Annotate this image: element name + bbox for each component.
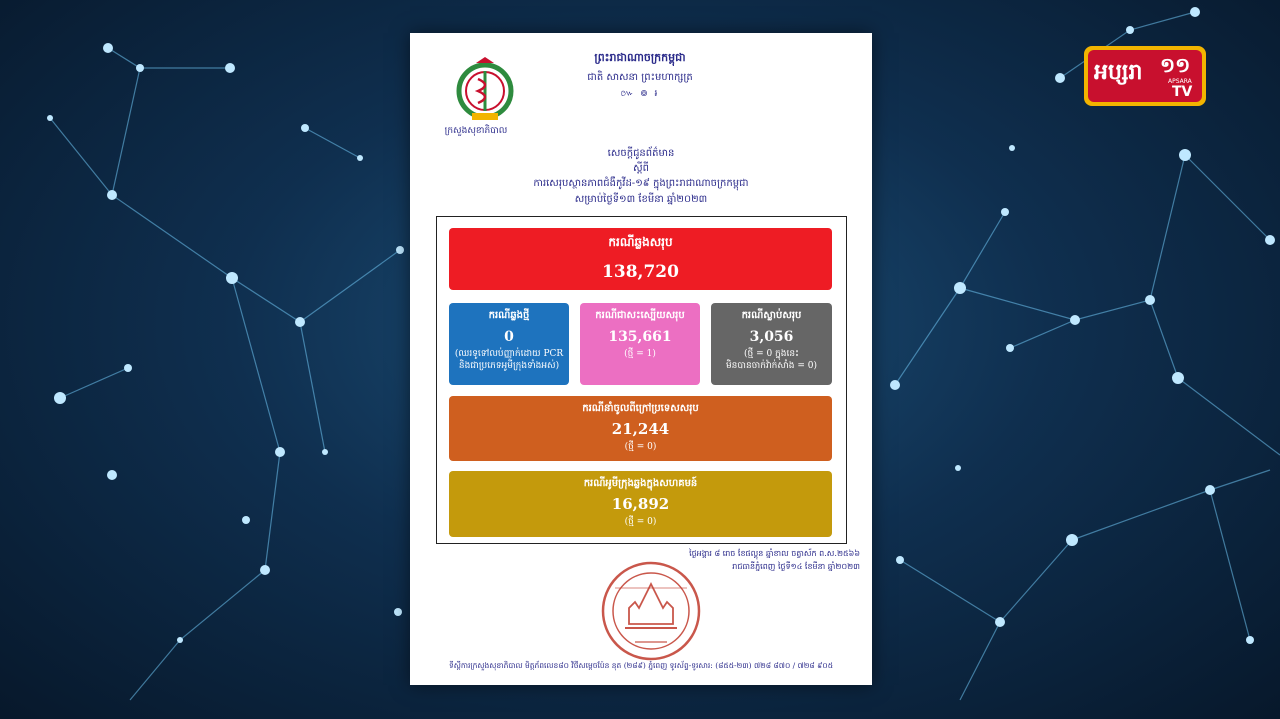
local-omicron-value: 16,892	[611, 495, 670, 513]
official-seal-icon	[595, 558, 707, 664]
release-subtitle: ស្តីពី	[633, 163, 649, 174]
kingdom-title: ព្រះរាជាណាចក្រកម្ពុជា	[594, 51, 686, 64]
deaths-note-1: (ថ្មី = 0 ក្នុងនេះ	[743, 349, 800, 359]
local-omicron-box	[449, 471, 832, 537]
total-cases-value: 138,720	[602, 262, 679, 282]
deaths-value: 3,056	[749, 329, 794, 345]
ministry-of-health-emblem-icon	[454, 57, 516, 123]
new-cases-label: ករណីឆ្លងថ្មី	[488, 310, 530, 321]
imported-cases-value: 21,244	[611, 420, 670, 438]
channel-sub: APSARA	[1168, 78, 1192, 85]
new-cases-note-1: (ឈរទូទៅលប់ញ្ញាក់ដោយ PCR	[454, 349, 564, 359]
apsara-tv-logo	[1084, 46, 1206, 106]
imported-cases-box	[449, 396, 832, 461]
channel-name: អប្សរា	[1094, 60, 1143, 85]
new-cases-value: 0	[504, 329, 514, 345]
lunar-date: ថ្ងៃអង្គារ ៨ រោច ខែផល្គុន ឆ្នាំខាល ចត្វាស័ក ព.ស.២៥៦៦	[689, 549, 860, 558]
new-cases-box	[449, 303, 569, 385]
national-motto: ជាតិ សាសនា ព្រះមហាក្សត្រ	[587, 72, 693, 83]
total-cases-box	[449, 228, 832, 290]
statistics-panel	[436, 216, 847, 544]
ministry-address-footer: ទីស្តីការក្រសួងសុខាភិបាល មិត្តភ័ពលេខ៨០ វិថីសម្តេចប៉ែន នុត (២៨៩) ភ្នំពេញ ទូរស័ព្ទ-ទូរសារ: (៨៥៥-២៣) ៧២៨ ៨៧០ / ៧២៨ ៩០៥	[448, 661, 834, 670]
imported-cases-label: ករណីនាំចូលពីក្រៅប្រទេសសរុប	[582, 403, 699, 414]
recovered-note: (ថ្មី = 1)	[624, 349, 656, 359]
deaths-box	[711, 303, 832, 385]
release-topic: ការសេរុបស្ថានភាពជំងឺកូវីដ-១៩ ក្នុងព្រះរាជាណាចក្រកម្ពុជា	[533, 178, 749, 189]
release-date-line: សម្រាប់ថ្ងៃទី១៣ ខែមីនា ឆ្នាំ២០២៣	[574, 194, 708, 205]
ornament: ៚ ៙ ៛	[620, 89, 660, 99]
imported-cases-note: (ថ្មី = 0)	[624, 442, 657, 452]
channel-tv: TV	[1172, 84, 1193, 100]
new-cases-note-2: និងជាប្រភេទអូមីក្រុងទាំងអស់)	[458, 361, 560, 371]
press-release-document	[410, 33, 872, 685]
ministry-name: ក្រសួងសុខាភិបាល	[444, 126, 508, 136]
recovered-label: ករណីជាសះស្បើយសរុប	[595, 310, 685, 321]
deaths-note-2: មិនបានចាក់វ៉ាក់សាំង = 0)	[725, 361, 818, 371]
release-title: សេចក្តីជូនព័ត៌មាន	[607, 148, 675, 159]
apsara-tv-logo-inner	[1088, 50, 1202, 102]
channel-number: ១១	[1160, 53, 1191, 77]
deaths-label: ករណីស្លាប់សរុប	[741, 310, 802, 321]
local-omicron-note: (ថ្មី = 0)	[624, 517, 657, 527]
total-cases-label: ករណីឆ្លងសរុប	[608, 235, 673, 249]
solar-date: រាជធានីភ្នំពេញ ថ្ងៃទី១៤ ខែមីនា ឆ្នាំ២០២៣	[732, 562, 860, 571]
local-omicron-label: ករណីអូមីក្រុងឆ្លងក្នុងសហគមន៍	[583, 478, 698, 489]
recovered-value: 135,661	[608, 329, 672, 345]
recovered-box	[580, 303, 700, 385]
